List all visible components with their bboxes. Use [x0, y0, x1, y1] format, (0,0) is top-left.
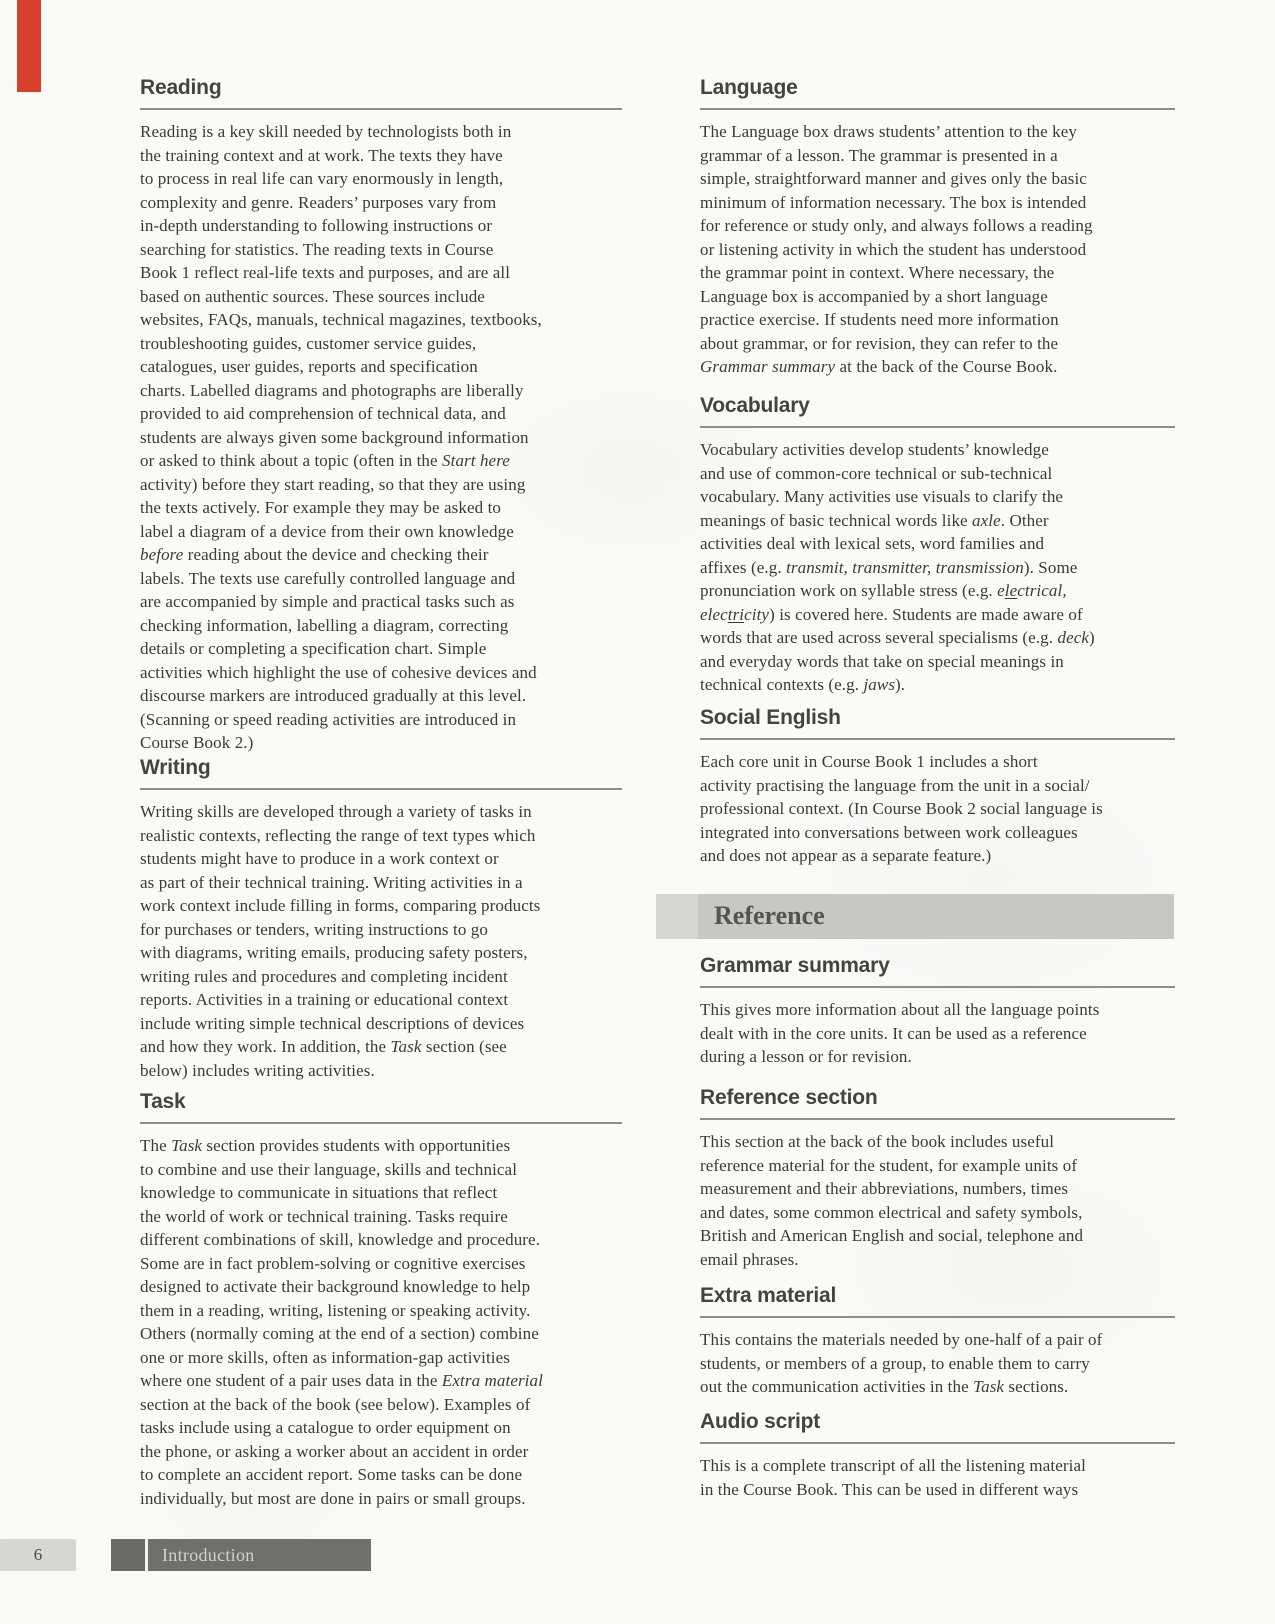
section-language	[700, 76, 1175, 379]
grammar-summary-heading: Grammar summary	[700, 954, 1175, 988]
section-extra-material	[700, 1284, 1175, 1399]
footer-bar-square	[111, 1539, 145, 1571]
reference-section-paragraph: This section at the back of the book includes useful reference material for the student, for example units of measurement and their abbreviations, numbers, times and dates, some common electrical and safety symbols, British and American English and social, telephone and email phrases.	[700, 1132, 1084, 1269]
section-social-english	[700, 706, 1175, 868]
footer-bar-label: Introduction	[162, 1545, 255, 1565]
section-reference-section	[700, 1086, 1175, 1271]
language-heading: Language	[700, 76, 1175, 110]
reference-banner	[656, 894, 1174, 939]
section-audio-script	[700, 1410, 1175, 1501]
social-english-heading: Social English	[700, 706, 1175, 740]
social-english-paragraph: Each core unit in Course Book 1 includes a short activity practising the language from the unit in a social/ professional context. (In Course Book 2 social language is integrated into conversations between work colleagues and does not appear as a separate feature.)	[700, 752, 1103, 865]
writing-paragraph: Writing skills are developed through a variety of tasks in realistic contexts, reflecting the range of text types which students might have to produce in a work context or as part of their technical training. Writing activities in a work context include filling in forms, comparing products for purchases or tenders, writing instructions to go with diagrams, writing emails, producing safety posters, writing rules and procedures and completing incident reports. Activities in a training or educational context include writing simple technical descriptions of devices and how they work. In addition, the Task section (see below) includes writing activities.	[140, 802, 541, 1080]
extra-material-paragraph: This contains the materials needed by one-half of a pair of students, or members of a group, to enable them to carry out the communication activities in the Task sections.	[700, 1330, 1103, 1396]
reference-section-heading: Reference section	[700, 1086, 1175, 1120]
vocabulary-paragraph: Vocabulary activities develop students’ knowledge and use of common-core technical or sub-technical vocabulary. Many activities use visuals to clarify the meanings of basic technical words like axle. Other activities deal with lexical sets, word families and affixes (e.g. transmit, transmitter, transmission). Some pronunciation work on syllable stress (e.g. electrical, electricity) is covered here. Students are made aware of words that are used across several specialisms (e.g. deck) and everyday words that take on special meanings in technical contexts (e.g. jaws).	[700, 440, 1095, 694]
extra-material-heading: Extra material	[700, 1284, 1175, 1318]
reference-banner-label: Reference	[714, 901, 825, 930]
footer-bar	[111, 1539, 371, 1571]
vocabulary-heading: Vocabulary	[700, 394, 1175, 428]
reading-paragraph: Reading is a key skill needed by technologists both in the training context and at work. The texts they have to process in real life can vary enormously in length, complexity and genre. Readers’ purposes vary from in-depth understanding to following instructions or searching for statistics. The reading texts in Course Book 1 reflect real-life texts and purposes, and are all based on authentic sources. These sources include websites, FAQs, manuals, technical magazines, textbooks, troubleshooting guides, customer service guides, catalogues, user guides, reports and specification charts. Labelled diagrams and photographs are liberally provided to aid comprehension of technical data, and students are always given some background information or asked to think about a topic (often in the Start here activity) before they start reading, so that they are using the texts actively. For example they may be asked to label a diagram of a device from their own knowledge before reading about the device and checking their labels. The texts use carefully controlled language and are accompanied by simple and practical tasks such as checking information, labelling a diagram, correcting details or completing a specification chart. Simple activities which highlight the use of cohesive devices and discourse markers are introduced gradually at this level. (Scanning or speed reading activities are introduced in Course Book 2.)	[140, 122, 542, 752]
language-paragraph: The Language box draws students’ attention to the key grammar of a lesson. The grammar is presented in a simple, straightforward manner and gives only the basic minimum of information necessary. The box is intended for reference or study only, and always follows a reading or listening activity in which the student has understood the grammar point in context. Where necessary, the Language box is accompanied by a short language practice exercise. If students need more information about grammar, or for revision, they can refer to the Grammar summary at the back of the Course Book.	[700, 122, 1093, 376]
task-heading: Task	[140, 1090, 622, 1124]
section-reading	[140, 76, 622, 755]
grammar-summary-paragraph: This gives more information about all the language points dealt with in the core units. It can be used as a reference during a lesson or for revision.	[700, 1000, 1100, 1066]
section-task	[140, 1090, 622, 1510]
section-vocabulary	[700, 394, 1175, 697]
reading-heading: Reading	[140, 76, 622, 110]
page-number: 6	[0, 1539, 76, 1571]
task-paragraph: The Task section provides students with opportunities to combine and use their language, skills and technical knowledge to communicate in situations that reflect the world of work or technical training. Tasks require different combinations of skill, knowledge and procedure. Some are in fact problem-solving or cognitive exercises designed to activate their background knowledge to help them in a reading, writing, listening or speaking activity. Others (normally coming at the end of a section) combine one or more skills, often as information-gap activities where one student of a pair uses data in the Extra material section at the back of the book (see below). Examples of tasks include using a catalogue to order equipment on the phone, or asking a worker about an accident in order to complete an accident report. Some tasks can be done individually, but most are done in pairs or small groups.	[140, 1136, 543, 1508]
red-corner-tab	[17, 0, 41, 92]
section-writing	[140, 756, 622, 1082]
writing-heading: Writing	[140, 756, 622, 790]
audio-script-paragraph: This is a complete transcript of all the listening material in the Course Book. This can be used in different ways	[700, 1456, 1086, 1499]
audio-script-heading: Audio script	[700, 1410, 1175, 1444]
section-grammar-summary	[700, 954, 1175, 1069]
